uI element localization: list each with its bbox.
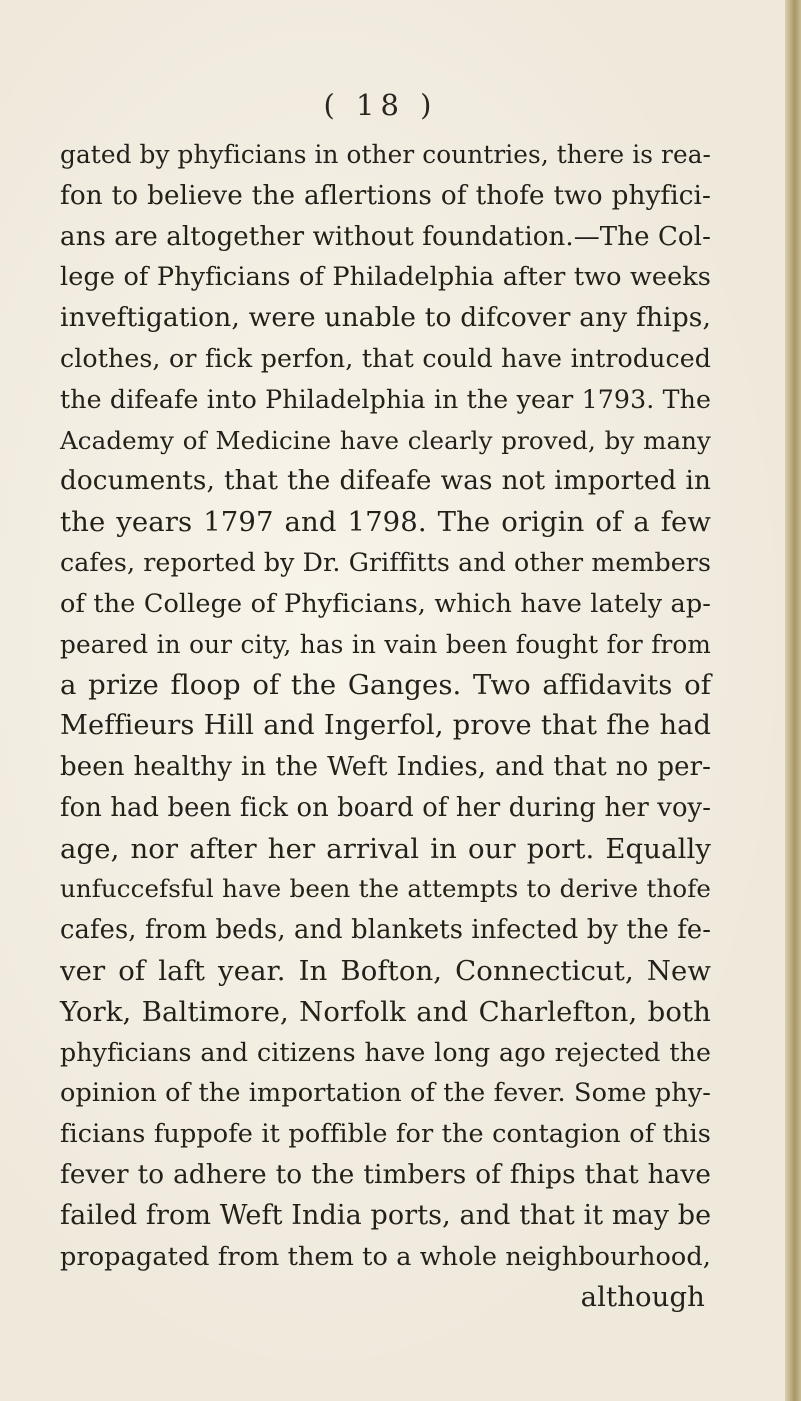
text-line: fever to adhere to the timbers of fhips that have (60, 1159, 711, 1190)
text-line: gated by phyficians in other countries, there is rea- (60, 140, 712, 169)
text-line: documents, that the difeafe was not imported in (60, 466, 711, 497)
page-binding-edge (785, 0, 801, 1401)
text-line: age, nor after her arrival in our port. Equally (60, 832, 711, 865)
text-line: ans are altogether without foundation.—The Col- (60, 221, 711, 252)
text-line: of the College of Phyficians, which have lately ap- (60, 588, 711, 619)
text-line: cafes, from beds, and blankets infected by the fe- (60, 915, 711, 946)
text-line: fon to believe the aflertions of thofe two phyfici- (60, 180, 711, 211)
text-line: York, Baltimore, Norfolk and Charlefton, both (60, 995, 711, 1028)
text-line: inveftigation, were unable to difcover any fhips, (60, 302, 711, 334)
text-line: ficians fuppofe it poffible for the contagion of this (60, 1119, 711, 1150)
text-line: unfuccefsful have been the attempts to derive thofe (60, 874, 711, 904)
text-line: peared in our city, has in vain been fought for from (60, 629, 711, 659)
text-line: ver of laft year. In Bofton, Connecticut, New (60, 954, 711, 987)
text-line: been healthy in the Weft Indies, and that no per- (60, 751, 711, 782)
text-line: Meffieurs Hill and Ingerfol, prove that fhe had (60, 710, 711, 742)
text-line: lege of Phyficians of Philadelphia after two weeks (60, 262, 711, 293)
text-line: opinion of the importation of the fever. Some phy- (60, 1078, 711, 1109)
text-line: propagated from them to a whole neighbourhood, (60, 1241, 711, 1272)
text-line: failed from Weft India ports, and that it may be (60, 1199, 712, 1231)
body-text (60, 135, 711, 1318)
text-line: the difeafe into Philadelphia in the year 1793. The (60, 384, 711, 414)
text-line: Academy of Medicine have clearly proved, by many (60, 425, 711, 455)
text-line: clothes, or fick perfon, that could have introduced (60, 343, 711, 373)
text-line: phyficians and citizens have long ago rejected the (60, 1037, 711, 1067)
page-number: ( 18 ) (323, 88, 438, 122)
catchword: although (580, 1281, 705, 1314)
text-line: fon had been fick on board of her during her voy- (60, 792, 711, 823)
text-line: cafes, reported by Dr. Griffitts and other members (60, 547, 711, 577)
text-line: the years 1797 and 1798. The origin of a few (60, 506, 711, 539)
text-line: a prize floop of the Ganges. Two affidavits of (60, 669, 711, 702)
